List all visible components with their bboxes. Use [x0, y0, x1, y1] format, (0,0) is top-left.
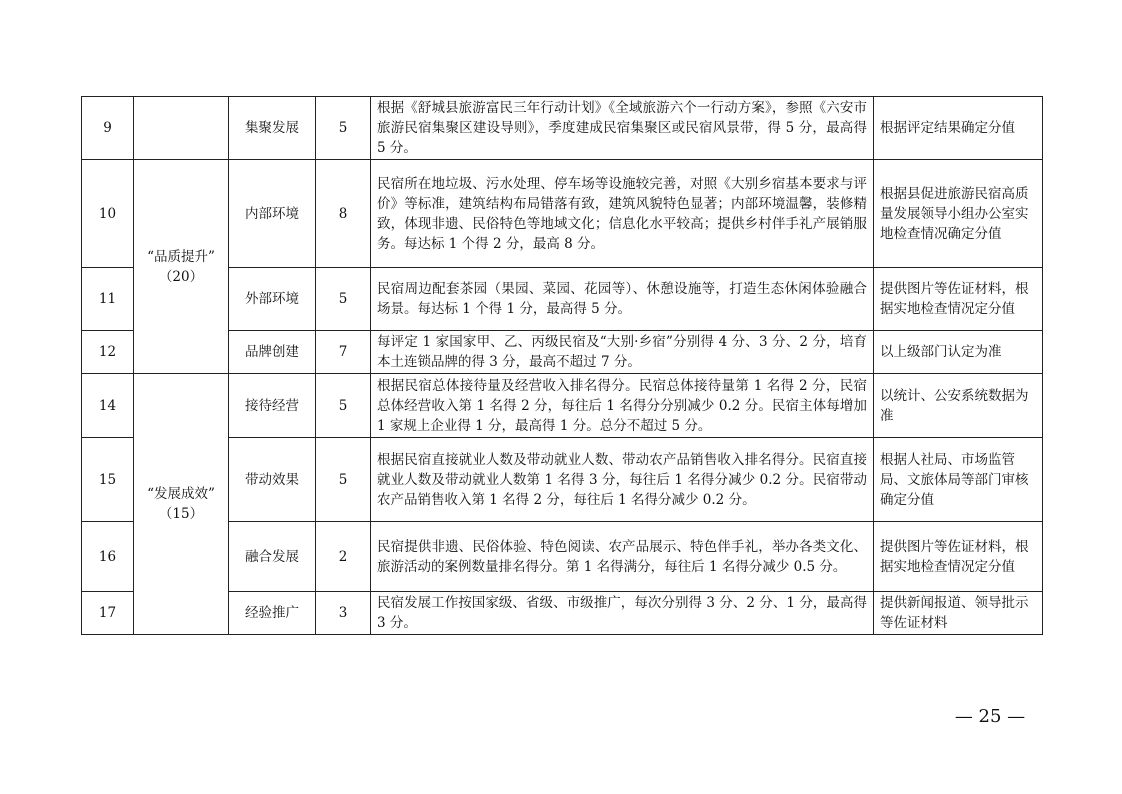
page-number: — 25 — — [954, 706, 1026, 727]
scoring-criteria: 民宿提供非遗、民俗体验、特色阅读、农产品展示、特色伴手礼，举办各类文化、旅游活动的案例数量排名得分。第 1 名得满分，每往后 1 名得分减少 0.5 分。 — [371, 522, 874, 592]
item-points: 5 — [316, 374, 371, 438]
item-points: 3 — [316, 592, 371, 635]
scoring-note: 根据评定结果确定分值 — [874, 97, 1043, 160]
row-number: 12 — [82, 331, 134, 374]
item-name: 经验推广 — [229, 592, 316, 635]
scoring-criteria: 根据民宿直接就业人数及带动就业人数、带动农产品销售收入排名得分。民宿直接就业人数及带动就业人数第 1 名得 3 分，每往后 1 名得分减少 0.2 分。民宿带动农产品销售收入第 1 名得 2 分，每往后 1 名得分减少 0.2 分。 — [371, 438, 874, 522]
row-number: 14 — [82, 374, 134, 438]
item-points: 8 — [316, 160, 371, 268]
item-name: 外部环境 — [229, 268, 316, 331]
category-name: “品质提升” — [147, 248, 215, 265]
table-row — [82, 374, 1043, 438]
scoring-criteria: 根据民宿总体接待量及经营收入排名得分。民宿总体接待量第 1 名得 2 分，民宿总体经营收入第 1 名得 2 分，每往后 1 名得分分别减少 0.2 分。民宿主体每增加 1 家规上企业得 1 分，最高得 1 分。总分不超过 5 分。 — [371, 374, 874, 438]
scoring-criteria: 根据《舒城县旅游富民三年行动计划》《全域旅游六个一行动方案》，参照《六安市旅游民宿集聚区建设导则》，季度建成民宿集聚区或民宿风景带，得 5 分，最高得 5 分。 — [371, 97, 874, 160]
row-number: 17 — [82, 592, 134, 635]
item-points: 7 — [316, 331, 371, 374]
item-name: 集聚发展 — [229, 97, 316, 160]
scoring-note: 提供图片等佐证材料，根据实地检查情况定分值 — [874, 522, 1043, 592]
category-score: （20） — [158, 268, 204, 285]
category-cell-empty — [134, 97, 229, 160]
scoring-note: 根据人社局、市场监管局、文旅体局等部门审核确定分值 — [874, 438, 1043, 522]
item-points: 5 — [316, 438, 371, 522]
scoring-note: 以上级部门认定为准 — [874, 331, 1043, 374]
row-number: 9 — [82, 97, 134, 160]
scoring-table — [81, 96, 1043, 635]
scoring-criteria: 民宿周边配套茶园（果园、菜园、花园等）、休憩设施等，打造生态休闲体验融合场景。每达标 1 个得 1 分，最高得 5 分。 — [371, 268, 874, 331]
category-results — [134, 374, 229, 635]
category-name: “发展成效” — [147, 486, 215, 502]
scoring-note: 根据县促进旅游民宿高质量发展领导小组办公室实地检查情况确定分值 — [874, 160, 1043, 268]
row-number: 10 — [82, 160, 134, 268]
item-points: 2 — [316, 522, 371, 592]
scoring-criteria: 民宿发展工作按国家级、省级、市级推广，每次分别得 3 分、2 分、1 分，最高得 3 分。 — [371, 592, 874, 635]
scoring-criteria: 民宿所在地垃圾、污水处理、停车场等设施较完善，对照《大别乡宿基本要求与评价》等标准，建筑结构布局错落有致，建筑风貌特色显著；内部环境温馨，装修精致，体现非遗、民俗特色等地域文化；信息化水平较高；提供乡村伴手礼产展销服务。每达标 1 个得 2 分，最高 8 分。 — [371, 160, 874, 268]
scoring-criteria: 每评定 1 家国家甲、乙、丙级民宿及“大别·乡宿”分别得 4 分、3 分、2 分，培育本土连锁品牌的得 3 分，最高不超过 7 分。 — [371, 331, 874, 374]
row-number: 15 — [82, 438, 134, 522]
item-name: 融合发展 — [229, 522, 316, 592]
scoring-note: 提供新闻报道、领导批示等佐证材料 — [874, 592, 1043, 635]
item-name: 品牌创建 — [229, 331, 316, 374]
scoring-note: 以统计、公安系统数据为准 — [874, 374, 1043, 438]
row-number: 16 — [82, 522, 134, 592]
category-score: （15） — [158, 506, 204, 522]
item-name: 内部环境 — [229, 160, 316, 268]
scoring-note: 提供图片等佐证材料，根据实地检查情况定分值 — [874, 268, 1043, 331]
table-row — [82, 160, 1043, 268]
item-points: 5 — [316, 97, 371, 160]
row-number: 11 — [82, 268, 134, 331]
item-name: 接待经营 — [229, 374, 316, 438]
category-quality — [134, 160, 229, 374]
item-points: 5 — [316, 268, 371, 331]
item-name: 带动效果 — [229, 438, 316, 522]
table-row — [82, 97, 1043, 160]
